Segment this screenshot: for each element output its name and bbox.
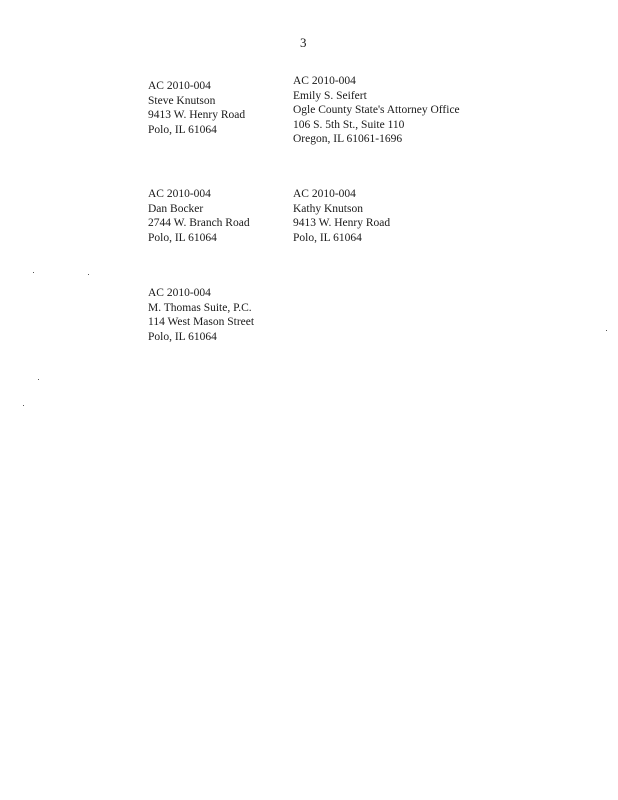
street-address: 106 S. 5th St., Suite 110 <box>293 118 405 131</box>
city-state-zip: Polo, IL 61064 <box>148 231 217 244</box>
scan-speck <box>33 272 34 273</box>
street-address: 9413 W. Henry Road <box>148 109 246 121</box>
scan-speck <box>606 330 607 331</box>
street-address: 2744 W. Branch Road <box>148 217 250 229</box>
city-state-zip: Polo, IL 61064 <box>148 330 217 343</box>
recipient-name: Emily S. Seifert <box>293 89 367 102</box>
city-state-zip: Oregon, IL 61061-1696 <box>293 133 403 145</box>
scan-speck <box>23 405 24 406</box>
street-address: 9413 W. Henry Road <box>293 217 391 229</box>
case-number: AC 2010-004 <box>148 188 211 200</box>
recipient-name: Steve Knutson <box>148 94 216 107</box>
city-state-zip: Polo, IL 61064 <box>293 231 362 244</box>
address-block-kathy-knutson <box>293 187 390 245</box>
page-number: 3 <box>300 35 307 50</box>
case-number: AC 2010-004 <box>293 188 356 200</box>
street-address: 114 West Mason Street <box>148 316 255 328</box>
city-state-zip: Polo, IL 61064 <box>148 123 217 136</box>
address-block-emily-seifert <box>293 74 460 147</box>
case-number: AC 2010-004 <box>148 80 211 92</box>
address-block-steve-knutson <box>148 79 245 137</box>
recipient-name: M. Thomas Suite, P.C. <box>148 301 252 314</box>
address-block-dan-bocker <box>148 187 250 245</box>
office-name: Ogle County State's Attorney Office <box>293 104 460 116</box>
recipient-name: Dan Bocker <box>148 202 204 215</box>
recipient-name: Kathy Knutson <box>293 202 363 215</box>
case-number: AC 2010-004 <box>148 287 211 299</box>
scan-speck <box>38 379 39 380</box>
scan-speck <box>88 274 89 275</box>
address-block-m-thomas-suite <box>148 286 254 344</box>
case-number: AC 2010-004 <box>293 75 356 87</box>
